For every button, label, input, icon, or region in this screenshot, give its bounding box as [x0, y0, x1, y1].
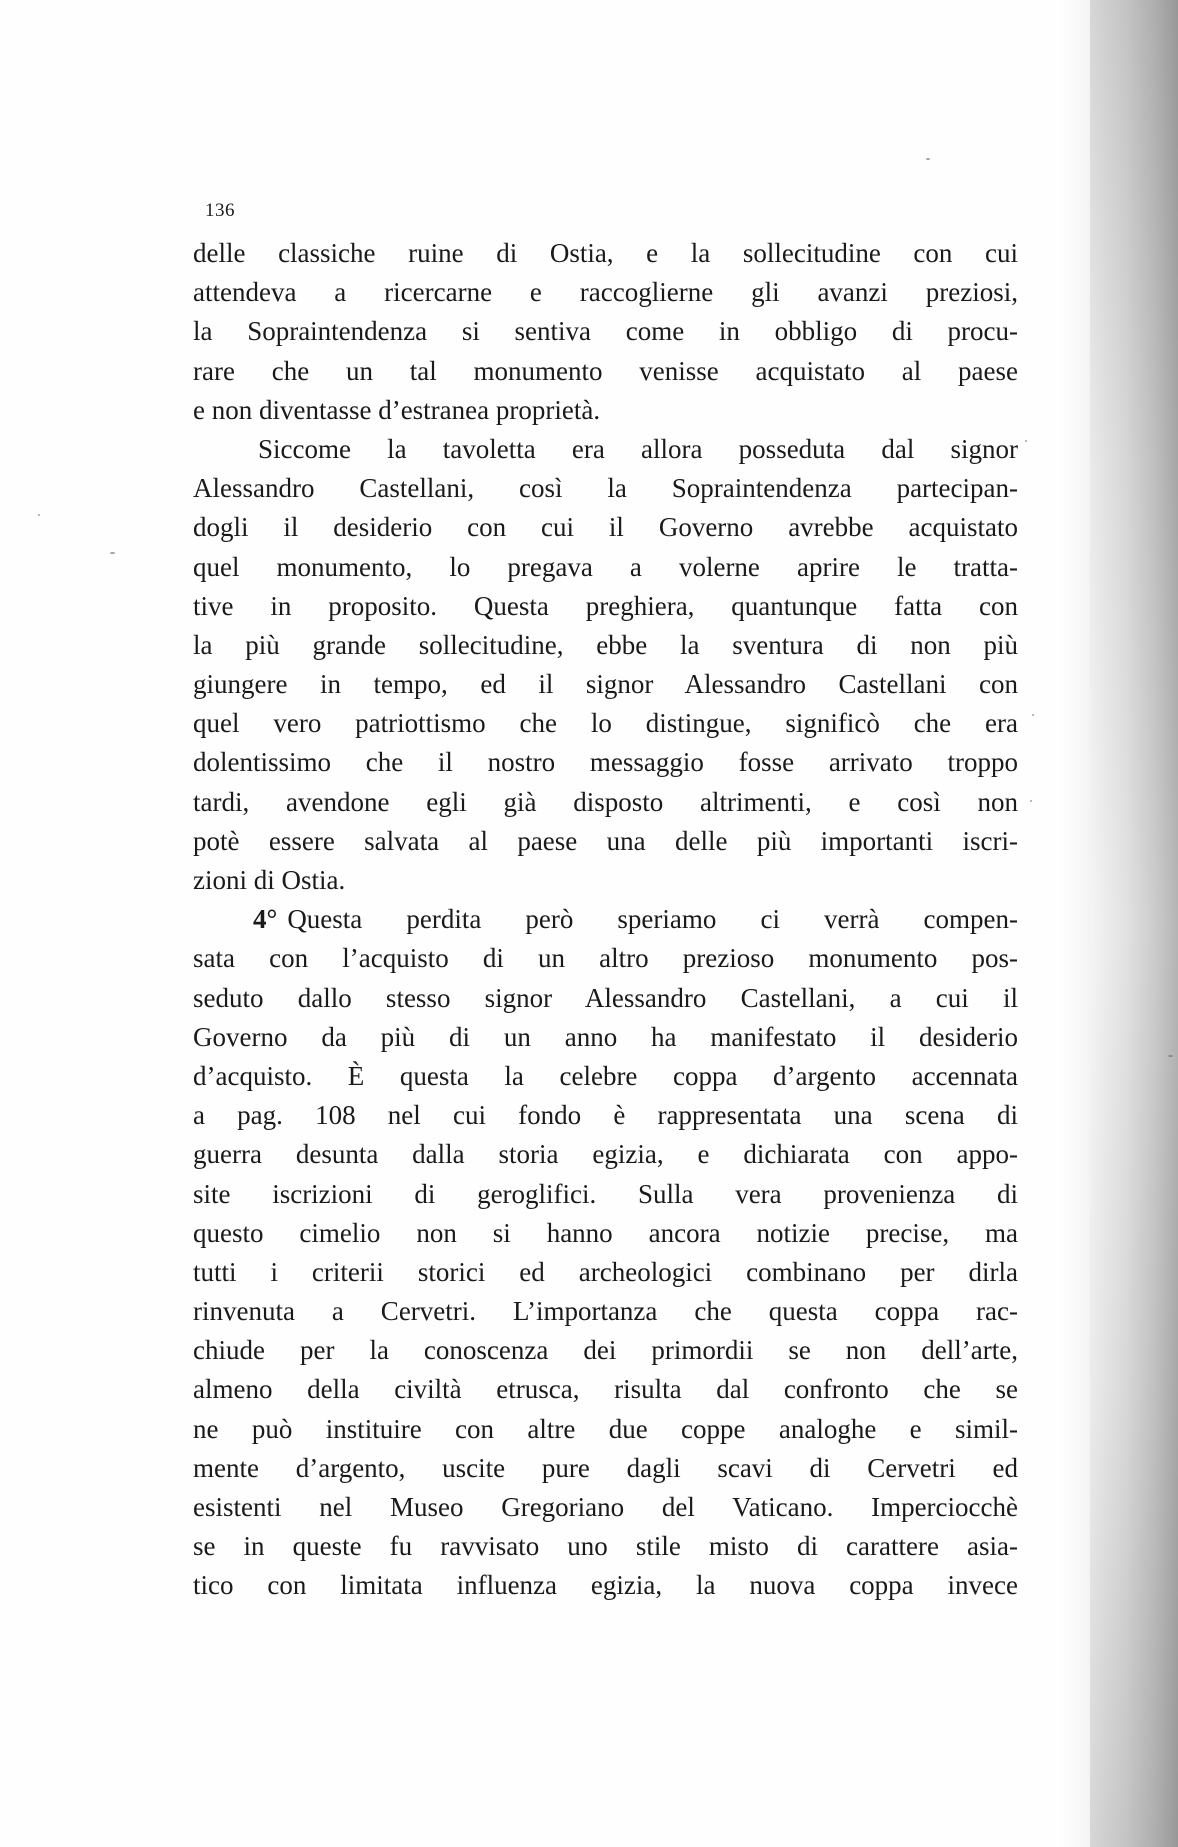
paper-speck — [1030, 800, 1032, 802]
text-line: quel monumento, lo pregava a volerne aprire le tratta- — [193, 551, 1018, 582]
paper-speck — [1168, 1055, 1173, 1057]
paper-speck — [1032, 714, 1034, 716]
text-line: zioni di Ostia. — [193, 865, 346, 895]
text-line: a pag. 108 nel cui fondo è rappresentata una scena di — [193, 1100, 1018, 1131]
text-line: esistenti nel Museo Gregoriano del Vaticano. Imperciocchè — [193, 1492, 1018, 1522]
text-line: se in queste fu ravvisato uno stile misto di carattere asia- — [193, 1531, 1018, 1562]
text-line: ne può instituire con altre due coppe analoghe e simil- — [193, 1413, 1018, 1444]
paragraph-number: 4° — [253, 904, 278, 935]
text-line-content: Questa perdita però speriamo ci verrà compen- — [287, 904, 1018, 935]
text-line: site iscrizioni di geroglifici. Sulla vera provenienza di — [193, 1178, 1018, 1209]
text-line: dogli il desiderio con cui il Governo avrebbe acquistato — [193, 512, 1018, 543]
text-line: sata con l’acquisto di un altro prezioso monumento pos- — [193, 943, 1018, 974]
text-line: attendeva a ricercarne e raccoglierne gli avanzi preziosi, — [193, 277, 1018, 308]
text-line: tutti i criterii storici ed archeologici combinano per dirla — [193, 1256, 1018, 1287]
text-line: tive in proposito. Questa preghiera, quantunque fatta con — [193, 590, 1018, 621]
text-line: la più grande sollecitudine, ebbe la sventura di non più — [193, 629, 1018, 660]
text-line: quel vero patriottismo che lo distingue, significò che era — [193, 708, 1018, 739]
text-line: tico con limitata influenza egizia, la nuova coppa invece — [193, 1570, 1018, 1601]
text-line: potè essere salvata al paese una delle più importanti iscri- — [193, 825, 1018, 856]
text-line-numbered — [193, 900, 1018, 939]
text-line: Alessandro Castellani, così la Sopraintendenza partecipan- — [193, 473, 1018, 504]
body-text — [193, 234, 1018, 1606]
text-line: d’acquisto. È questa la celebre coppa d’argento accennata — [193, 1060, 1018, 1091]
text-line: dolentissimo che il nostro messaggio fosse arrivato troppo — [193, 747, 1018, 778]
text-line: almeno della civiltà etrusca, risulta dal confronto che se — [193, 1374, 1018, 1405]
text-line: tardi, avendone egli già disposto altrimenti, e così non — [193, 786, 1018, 817]
paper-speck — [38, 514, 40, 516]
gutter-shadow-vertical — [1090, 0, 1178, 1847]
text-line: guerra desunta dalla storia egizia, e dichiarata con appo- — [193, 1139, 1018, 1170]
page-number: 136 — [205, 200, 235, 221]
paper-speck — [1025, 440, 1027, 442]
text-line: questo cimelio non si hanno ancora notizie precise, ma — [193, 1217, 1018, 1248]
text-line: e non diventasse d’estranea proprietà. — [193, 394, 601, 425]
text-line: mente d’argento, uscite pure dagli scavi di Cervetri ed — [193, 1452, 1018, 1483]
text-line: delle classiche ruine di Ostia, e la sollecitudine con cui — [193, 238, 1018, 268]
paper-speck — [110, 552, 115, 554]
text-line: Siccome la tavoletta era allora posseduta dal signor — [258, 433, 1018, 464]
text-line: chiude per la conoscenza dei primordii se non dell’arte, — [193, 1335, 1018, 1366]
text-line: Governo da più di un anno ha manifestato il desiderio — [193, 1021, 1018, 1052]
text-line: rare che un tal monumento venisse acquistato al paese — [193, 355, 1018, 386]
text-line: seduto dallo stesso signor Alessandro Castellani, a cui il — [193, 982, 1018, 1013]
text-line: giungere in tempo, ed il signor Alessandro Castellani con — [193, 669, 1018, 700]
paper-speck — [926, 158, 930, 160]
text-line: rinvenuta a Cervetri. L’importanza che questa coppa rac- — [193, 1296, 1018, 1327]
text-line: la Sopraintendenza si sentiva come in obbligo di procu- — [193, 316, 1018, 347]
